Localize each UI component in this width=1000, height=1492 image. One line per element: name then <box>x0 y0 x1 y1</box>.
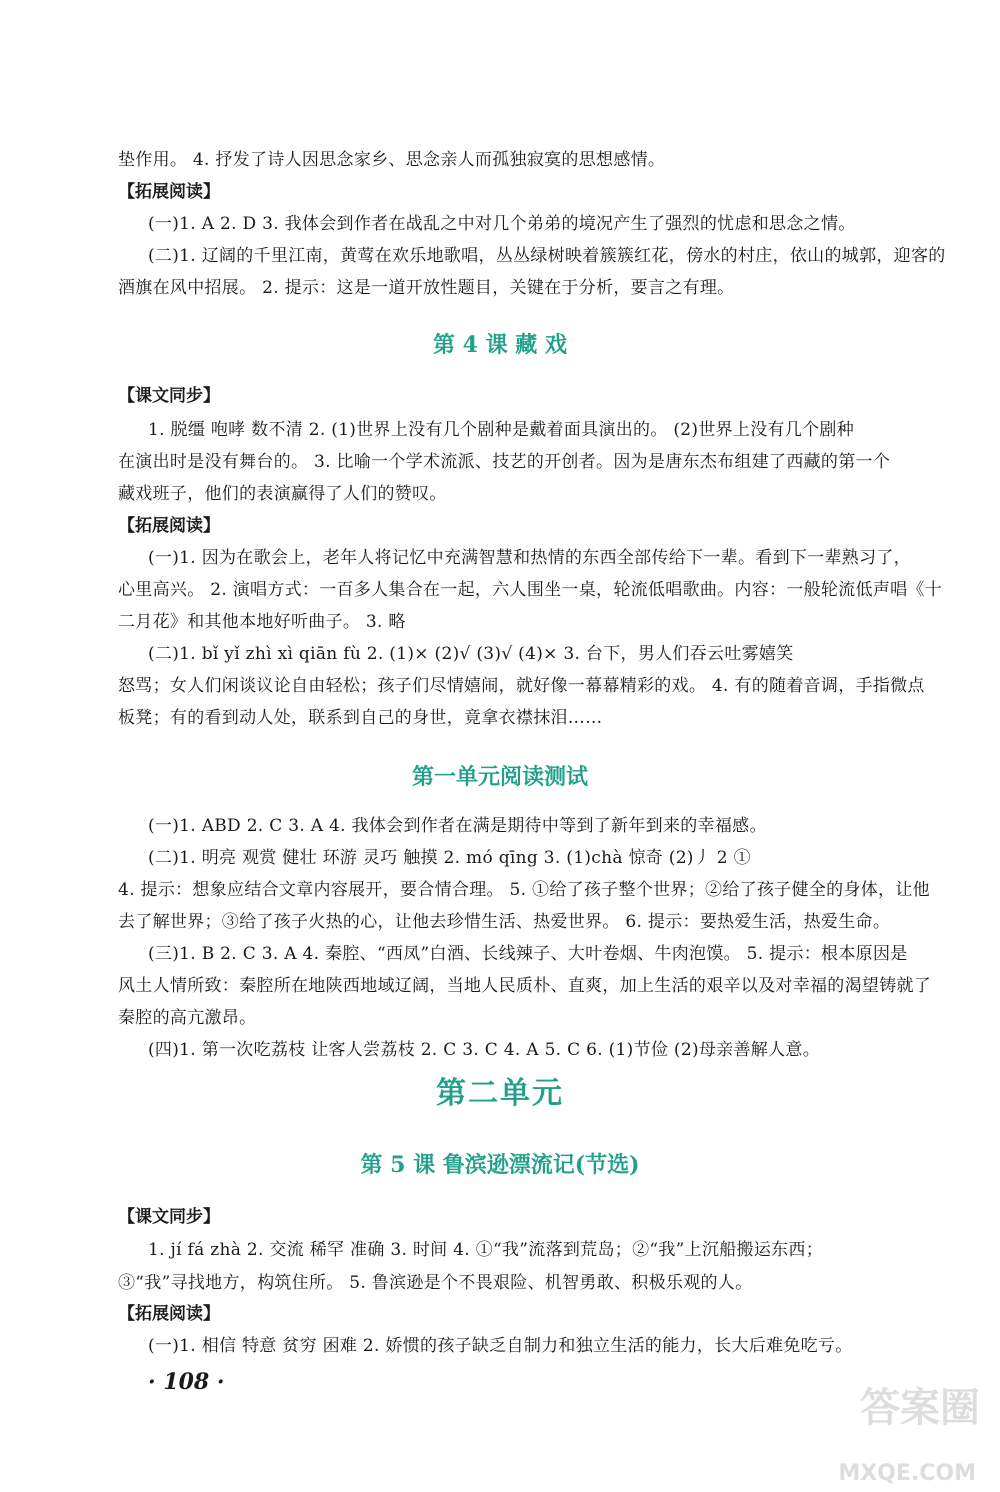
section-label: 【拓展阅读】 <box>118 1304 220 1324</box>
text-line: 1. jí fá zhà 2. 交流 稀罕 准确 3. 时间 4. ①“我”流落到荒岛；②“我”上沉船搬运东西； <box>148 1240 824 1260</box>
text-line: (一)1. A 2. D 3. 我体会到作者在战乱之中对几个弟弟的境况产生了强烈的忧虑和思念之情。 <box>148 214 856 234</box>
text-line: (一)1. ABD 2. C 3. A 4. 我体会到作者在满是期待中等到了新年到来的幸福感。 <box>148 816 767 836</box>
text-line: (二)1. 辽阔的千里江南，黄莺在欢乐地歌唱，丛丛绿树映着簇簇红花，傍水的村庄，依山的城郭，迎客的 <box>148 246 946 266</box>
section-label: 【拓展阅读】 <box>118 182 220 202</box>
text-line: 二月花》和其他本地好听曲子。 3. 略 <box>118 612 406 632</box>
test-heading: 第一单元阅读测试 <box>411 764 588 790</box>
text-line: 酒旗在风中招展。 2. 提示：这是一道开放性题目，关键在于分析，要言之有理。 <box>118 278 735 298</box>
text-line: (一)1. 相信 特意 贫穷 困难 2. 娇惯的孩子缺乏自制力和独立生活的能力，长大后难免吃亏。 <box>148 1336 853 1356</box>
text-line: 板凳；有的看到动人处，联系到自己的身世，竟拿衣襟抹泪…… <box>118 708 603 728</box>
text-line: (三)1. B 2. C 3. A 4. 秦腔、“西凤”白酒、长线辣子、大叶卷烟、牛肉泡馍。 5. 提示：根本原因是 <box>148 944 908 964</box>
text-line: 去了解世界；③给了孩子火热的心，让他去珍惜生活、热爱世界。 6. 提示：要热爱生活，热爱生命。 <box>118 912 891 932</box>
section-label: 【拓展阅读】 <box>118 516 220 536</box>
text-line: 藏戏班子，他们的表演赢得了人们的赞叹。 <box>118 484 447 504</box>
text-line: 怒骂；女人们闲谈议论自由轻松；孩子们尽情嬉闹，就好像一幕幕精彩的戏。 4. 有的随着音调，手指微点 <box>118 676 925 696</box>
page-number: · 108 · <box>148 1369 225 1395</box>
text-line: 秦腔的高亢激昂。 <box>118 1008 257 1028</box>
watermark-text: 答案圈 <box>860 1385 980 1431</box>
watermark-url: MXQE.COM <box>838 1461 976 1486</box>
lesson-heading: 第 4 课 藏 戏 <box>433 332 567 358</box>
section-label: 【课文同步】 <box>118 386 220 406</box>
text-line: 心里高兴。 2. 演唱方式：一百多人集合在一起，六人围坐一桌，轮流低唱歌曲。内容：一般轮流低声唱《十 <box>118 580 943 600</box>
text-line: 1. 脱缰 咆哮 数不清 2. (1)世界上没有几个剧种是戴着面具演出的。 (2)世界上没有几个剧种 <box>148 420 855 440</box>
lesson-heading: 第 5 课 鲁滨逊漂流记(节选) <box>360 1152 640 1178</box>
section-label: 【课文同步】 <box>118 1207 220 1227</box>
text-line: 4. 提示：想象应结合文章内容展开，要合情合理。 5. ①给了孩子整个世界；②给了孩子健全的身体，让他 <box>118 880 930 900</box>
text-line: 垫作用。 4. 抒发了诗人因思念家乡、思念亲人而孤独寂寞的思想感情。 <box>118 150 666 170</box>
text-line: 在演出时是没有舞台的。 3. 比喻一个学术流派、技艺的开创者。因为是唐东杰布组建了西藏的第一个 <box>118 452 891 472</box>
text-line: (四)1. 第一次吃荔枝 让客人尝荔枝 2. C 3. C 4. A 5. C 6. (1)节俭 (2)母亲善解人意。 <box>148 1040 820 1060</box>
text-line: (二)1. bǐ yǐ zhì xì qiān fù 2. (1)× (2)√ (3)√ (4)× 3. 台下，男人们吞云吐雾嬉笑 <box>148 644 794 664</box>
text-line: (一)1. 因为在歌会上，老年人将记忆中充满智慧和热情的东西全部传给下一辈。看到下一辈熟习了， <box>148 548 911 568</box>
text-line: (二)1. 明亮 观赏 健壮 环游 灵巧 触摸 2. mó qīng 3. (1)chà 惊奇 (2)丿 2 ① <box>148 848 751 868</box>
text-line: ③“我”寻找地方，构筑住所。 5. 鲁滨逊是个不畏艰险、机智勇敢、积极乐观的人。 <box>118 1273 753 1293</box>
unit-heading: 第二单元 <box>436 1076 564 1111</box>
text-line: 风土人情所致：秦腔所在地陕西地域辽阔，当地人民质朴、直爽，加上生活的艰辛以及对幸福的渴望铸就了 <box>118 976 932 996</box>
watermark-logo <box>800 1376 980 1486</box>
